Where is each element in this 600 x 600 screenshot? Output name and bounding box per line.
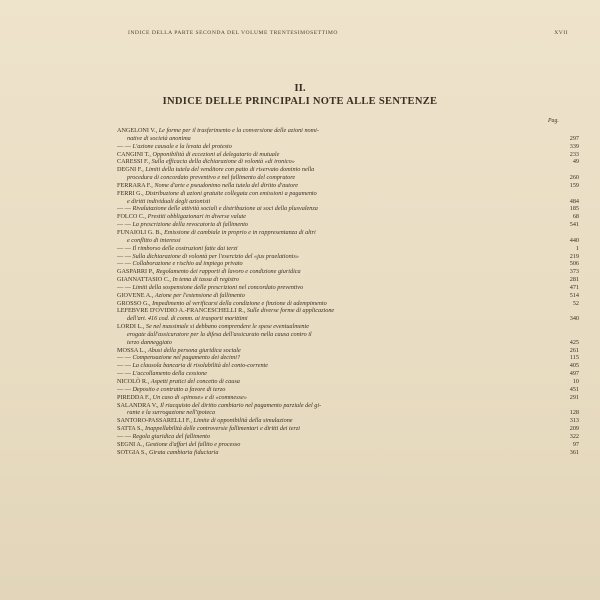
entry-author: SEGNI A., (117, 440, 146, 448)
entry-page-number: 115 (569, 354, 579, 362)
entry-author: LEFEBVRE D'OVIDIO A.-FRANCESCHELLI R., (117, 307, 247, 315)
index-entry (117, 331, 579, 339)
entry-text (117, 213, 551, 221)
entry-title: Compensazione nel pagamento dei decimi? (132, 354, 241, 362)
entry-text (117, 276, 551, 284)
entry-title: Opponibilità di eccezioni al delegatario di mutuale (152, 150, 280, 158)
entry-author: — — (117, 385, 133, 393)
index-entry (117, 425, 579, 433)
entry-text (117, 260, 551, 268)
index-entry (117, 402, 579, 410)
entry-author: — — (117, 362, 133, 370)
index-entry (117, 339, 579, 347)
entry-author: MOSSA L., (117, 346, 148, 354)
index-entry (117, 449, 579, 457)
entry-title: dell'art. 416 cod. di comm. ai trasporti marittimi (127, 315, 248, 323)
entry-title: Abusi della persona giuridica sociale (147, 346, 241, 354)
index-entry (117, 253, 579, 261)
index-entry (117, 354, 579, 362)
entry-text (117, 182, 551, 190)
entry-author: GIANNATTASIO C., (117, 276, 173, 284)
index-entry (117, 394, 579, 402)
section-title: INDICE DELLE PRINCIPALI NOTE ALLE SENTENZE (162, 96, 438, 107)
entry-title: Sulla efficacia della dichiarazione di volontà «di ironico» (151, 158, 295, 166)
entry-author: FERRARA F., (117, 181, 155, 189)
entry-title: Emissione di cambiale in proprio e in rappresentanza di altri (164, 228, 316, 236)
entry-page-number: 10 (572, 378, 579, 385)
entry-page-number: 128 (569, 409, 579, 417)
entry-page-number: 340 (569, 315, 579, 323)
entry-page-number: 185 (569, 205, 579, 213)
entry-author: GROSSO G., (117, 299, 153, 307)
index-entry (117, 292, 579, 300)
entry-title: erogate dall'assicuratore per la difesa dell'assicurato nella causa contro il (127, 330, 312, 338)
entry-page-number: 68 (572, 213, 579, 221)
entry-text (117, 205, 551, 213)
entry-title: Il rimborso delle costruzioni fatte dai terzi (132, 244, 238, 252)
entry-title: Collaborazione e rischio ad impiego privato (132, 260, 243, 268)
entry-text (117, 323, 551, 331)
entry-title: Inappellabilità delle controversie fallimentari e diritti dei terzi (145, 425, 300, 433)
index-entry (117, 151, 579, 159)
entry-title: rante e la surrogazione nell'ipoteca (127, 409, 216, 417)
entry-author: SANTORO-PASSARELLI F., (117, 417, 194, 425)
index-entry (117, 190, 579, 198)
entry-text (117, 198, 551, 206)
index-entry (117, 166, 579, 174)
entry-author: FERRI G., (117, 189, 146, 197)
entry-text (117, 362, 551, 370)
index-entry (117, 158, 579, 166)
entry-page-number: 339 (569, 142, 579, 150)
entry-text (117, 284, 551, 292)
index-entry (117, 135, 579, 143)
entry-text (117, 135, 551, 143)
entry-title: Le forme per il trasferimento e la conversione delle azioni nomi- (158, 127, 319, 134)
entry-page-number: 209 (569, 425, 579, 433)
entry-title: L'accollamento della cessione (132, 370, 207, 378)
entry-text (117, 151, 551, 159)
running-head-page-roman: XVII (554, 30, 568, 36)
entry-author: — — (117, 432, 133, 440)
entry-title: Limiti della sospensione delle prescrizioni nel concordato preventivo (132, 283, 304, 291)
entry-title: Azione per l'estensione di fallimento (154, 291, 245, 299)
entry-title: In tema di tassa di registro (172, 276, 239, 284)
running-head-title: INDICE DELLA PARTE SECONDA DEL VOLUME TRENTESIMOSETTIMO (128, 30, 338, 36)
entry-page-number: 261 (569, 346, 579, 354)
index-entry (117, 174, 579, 182)
entry-author: PIREDDA F., (117, 393, 153, 401)
section-number: II. (294, 82, 306, 94)
entry-page-number: 313 (569, 417, 579, 425)
entry-text (117, 370, 551, 378)
index-entry (117, 245, 579, 253)
entry-page-number: 52 (572, 299, 579, 307)
index-entry (117, 229, 579, 237)
entry-author: CARESSI F., (117, 158, 152, 166)
entry-title: Aspetti pratici del concetto di causa (150, 378, 240, 385)
entry-page-number: 497 (569, 370, 579, 378)
entry-text (117, 221, 551, 229)
index-entry (117, 433, 579, 441)
entry-page-number: 322 (569, 432, 579, 440)
index-entry (117, 143, 579, 151)
index-entries (117, 127, 579, 456)
entry-text (117, 402, 551, 410)
entry-title: Limiti della tutela del venditore con patto di riservato dominio nella (145, 166, 315, 174)
index-entry (117, 300, 579, 308)
entry-title: procedura di concordato preventivo e nel fallimento del compratore (127, 174, 296, 182)
entry-author: NICOLÒ R., (117, 378, 151, 385)
entry-page-number: 159 (569, 181, 579, 189)
entry-author: — — (117, 354, 133, 362)
entry-page-number: 451 (569, 385, 579, 393)
entry-author: SALANDRA V., (117, 401, 161, 409)
entry-author: — — (117, 244, 133, 252)
entry-text (117, 237, 551, 245)
entry-author: FUNAIOLI G. B., (117, 228, 165, 236)
index-entry (117, 347, 579, 355)
entry-title: Limite di opponibilità della simulazione (193, 417, 293, 425)
index-entry (117, 386, 579, 394)
entry-page-number: 49 (572, 158, 579, 166)
entry-text (117, 331, 551, 339)
entry-title: Gestione d'affari del fallito e processo (145, 440, 241, 448)
entry-text (117, 394, 551, 402)
entry-text (117, 409, 551, 417)
index-entry (117, 221, 579, 229)
entry-title: Un caso di «pinose» e di «commesse» (152, 393, 247, 401)
entry-page-number: 440 (569, 236, 579, 244)
index-entry (117, 205, 579, 213)
entry-text (117, 143, 551, 151)
page-column-label: Pag. (548, 118, 559, 124)
index-entry (117, 276, 579, 284)
entry-author: — — (117, 252, 133, 260)
entry-title: La prescrizione della revocatoria di fallimento (132, 221, 249, 229)
entry-page-number: 484 (569, 197, 579, 205)
entry-text (117, 229, 551, 237)
index-entry (117, 315, 579, 323)
entry-author: LORDI L., (117, 323, 146, 331)
entry-title: Impedimento al verificarsi della condizione e finzione di adempimento (152, 299, 327, 307)
entry-title: Sulle diverse forme di applicazione (246, 307, 335, 315)
entry-title: Girata cambiaria fiduciaria (148, 448, 219, 456)
entry-page-number: 260 (569, 174, 579, 182)
entry-title: Regola giuridica del fallimento (132, 432, 210, 440)
entry-page-number: 1 (575, 244, 579, 252)
entry-text (117, 315, 551, 323)
entry-text (117, 441, 551, 449)
index-entry (117, 260, 579, 268)
entry-page-number: 506 (569, 260, 579, 268)
index-entry (117, 268, 579, 276)
index-entry (117, 213, 579, 221)
entry-text (117, 174, 551, 182)
entry-author: DEGNI F., (117, 166, 146, 174)
entry-text (117, 433, 551, 441)
index-entry (117, 409, 579, 417)
entry-page-number: 233 (569, 150, 579, 158)
index-entry (117, 417, 579, 425)
entry-text (117, 339, 551, 347)
index-entry (117, 323, 579, 331)
entry-page-number: 471 (569, 283, 579, 291)
entry-text (117, 386, 551, 394)
entry-author: CANGINI T., (117, 150, 153, 158)
entry-page-number: 219 (569, 252, 579, 260)
entry-text (117, 158, 551, 166)
entry-text (117, 245, 551, 253)
entry-page-number: 297 (569, 134, 579, 142)
index-entry (117, 370, 579, 378)
index-entry (117, 362, 579, 370)
entry-title: Nome d'arte e pseudonimo nella tutela del diritto d'autore (154, 181, 299, 189)
entry-author: — — (117, 370, 133, 378)
entry-title: Regolamento dei rapporti di lavoro e condizione giuridica (155, 268, 301, 276)
entry-text (117, 378, 551, 386)
entry-title: Se nel massimale si debbano comprendere le spese eventualmente (145, 323, 309, 331)
entry-text (117, 190, 551, 198)
entry-author: SATTA S., (117, 425, 146, 433)
entry-title: Distribuzione di azioni gratuite collegata con emissioni a pagamento (145, 189, 317, 197)
entry-text (117, 354, 551, 362)
entry-page-number: 514 (569, 291, 579, 299)
entry-title: L'azione causale e la levata del protesto (132, 142, 232, 150)
entry-author: FOLCO C., (117, 213, 148, 221)
entry-text (117, 127, 551, 135)
entry-title: Deposito e contratto a favore di terzo (132, 385, 226, 393)
entry-title: La clausola bancaria di risolubilità del conto-corrente (132, 362, 269, 370)
entry-title: e conflitto di interessi (127, 236, 181, 244)
entry-text (117, 253, 551, 261)
entry-page-number: 373 (569, 268, 579, 276)
entry-page-number: 291 (569, 393, 579, 401)
entry-text (117, 417, 551, 425)
index-entry (117, 198, 579, 206)
entry-author: — — (117, 221, 133, 229)
entry-page-number: 97 (572, 440, 579, 448)
entry-page-number: 541 (569, 221, 579, 229)
entry-author: SOTGIA S., (117, 448, 149, 456)
entry-author: — — (117, 283, 133, 291)
entry-page-number: 405 (569, 362, 579, 370)
entry-page-number: 425 (569, 338, 579, 346)
entry-title: native di società anonima (127, 134, 191, 142)
entry-text (117, 347, 551, 355)
entry-author: ANGELONI V., (117, 127, 159, 134)
entry-page-number: 361 (569, 448, 579, 456)
entry-author: GIOVENE A., (117, 291, 155, 299)
index-entry (117, 378, 579, 386)
index-entry (117, 127, 579, 135)
entry-title: terzo danneggiato (127, 338, 172, 346)
entry-title: Il riacquisto del diritto cambiario nel pagamento parziale del gi- (160, 401, 322, 409)
entry-title: Prestiti obbligazionari in diverse valute (147, 213, 247, 221)
entry-title: e diritti individuali degli azionisti (127, 197, 211, 205)
entry-text (117, 268, 551, 276)
entry-author: GASPARRI P., (117, 268, 156, 276)
entry-text (117, 300, 551, 308)
index-entry (117, 441, 579, 449)
entry-author: — — (117, 205, 133, 213)
entry-text (117, 449, 551, 457)
index-entry (117, 284, 579, 292)
index-entry (117, 237, 579, 245)
running-head (128, 30, 568, 36)
entry-title: Sulla dichiarazione di volontà per l'esercizio del «jus praelationis» (132, 252, 299, 260)
entry-page-number: 281 (569, 276, 579, 284)
entry-text (117, 292, 551, 300)
entry-text (117, 425, 551, 433)
entry-author: — — (117, 260, 133, 268)
entry-text (117, 307, 551, 315)
entry-text (117, 166, 551, 174)
index-entry (117, 182, 579, 190)
entry-author: — — (117, 142, 133, 150)
index-entry (117, 307, 579, 315)
entry-title: Rivalutazione delle attività sociali e distribuzione ai soci della plusvalenza (132, 205, 318, 213)
